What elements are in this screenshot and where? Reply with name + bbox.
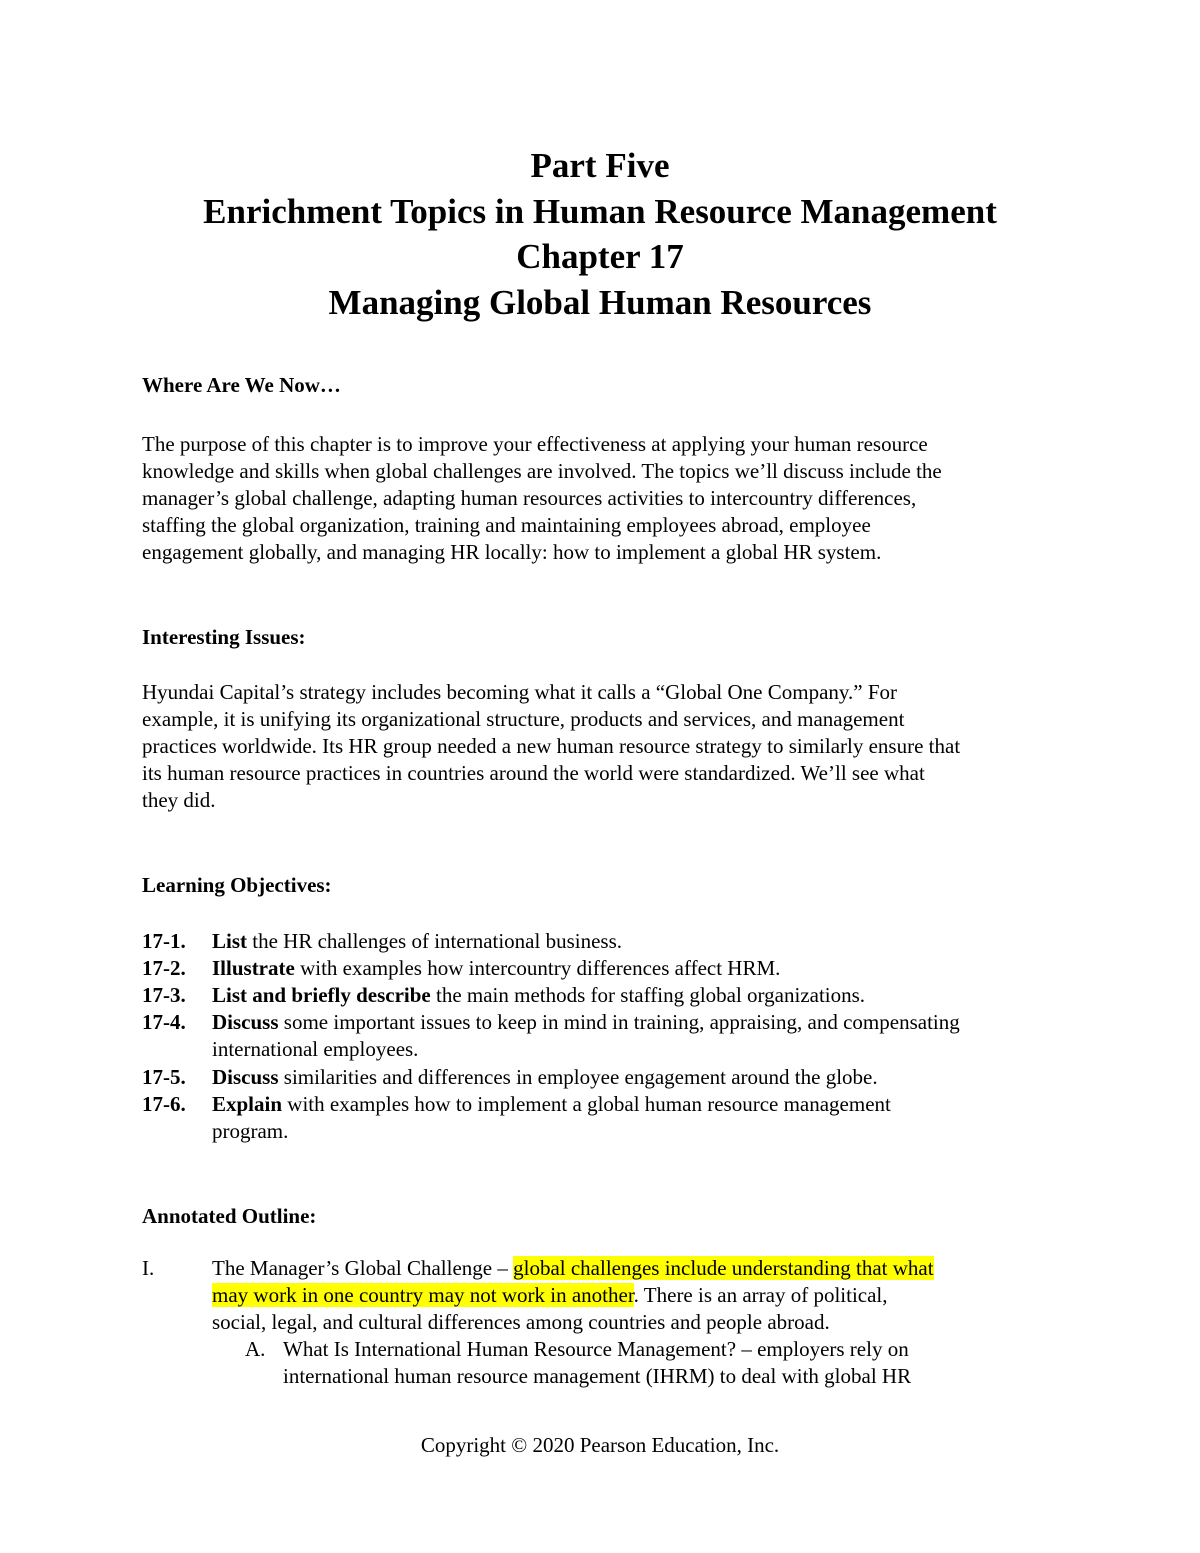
- outline-item-i-line-2: [212, 1282, 888, 1309]
- objective-verb: Discuss: [212, 1065, 279, 1089]
- chapter-title: Managing Global Human Resources: [328, 282, 872, 322]
- copyright-footer: Copyright © 2020 Pearson Education, Inc.: [420, 1433, 780, 1457]
- outline-item-a-line-2: international human resource management (IHRM) to deal with global HR: [283, 1364, 912, 1388]
- objective-verb: List: [212, 929, 248, 953]
- paragraph-line: manager’s global challenge, adapting human resources activities to intercountry differences,: [142, 486, 917, 510]
- title-block: [0, 143, 1200, 325]
- objective-verb: Illustrate: [212, 956, 295, 980]
- objective-continuation-text: program.: [212, 1119, 289, 1143]
- objective-text: [212, 982, 865, 1009]
- paragraph-line: example, it is unifying its organizational structure, products and services, and management: [142, 707, 905, 731]
- objective-rest: with examples how intercountry differences affect HRM.: [294, 956, 781, 980]
- learning-objectives-heading: Learning Objectives:: [142, 873, 332, 897]
- objective-verb: Discuss: [212, 1010, 279, 1034]
- objective-verb: Explain: [212, 1092, 283, 1116]
- outline-text: . There is an array of political,: [633, 1283, 888, 1307]
- objective-text: [212, 955, 780, 982]
- where-are-we-now-paragraph: [142, 431, 1072, 566]
- objective-number: 17-6.: [142, 1092, 186, 1116]
- outline-item-a-line-1: What Is International Human Resource Management? – employers rely on: [283, 1337, 909, 1361]
- interesting-issues-paragraph: [142, 679, 1072, 814]
- highlighted-text: may work in one country may not work in another: [212, 1283, 634, 1307]
- paragraph-line: they did.: [142, 788, 216, 812]
- objective-number: 17-1.: [142, 929, 186, 953]
- annotated-outline-heading: Annotated Outline:: [142, 1204, 317, 1228]
- part-subtitle: Enrichment Topics in Human Resource Management: [203, 191, 997, 231]
- paragraph-line: practices worldwide. Its HR group needed a new human resource strategy to similarly ensure that: [142, 734, 961, 758]
- objective-text: [212, 1091, 891, 1118]
- outline-item-i-line-3: social, legal, and cultural differences among countries and people abroad.: [212, 1310, 830, 1334]
- objective-text: [212, 928, 622, 955]
- objective-text: [212, 1064, 878, 1091]
- objective-verb: List and briefly describe: [212, 983, 431, 1007]
- objective-text: [212, 1009, 960, 1036]
- outline-item-i-line-1: [212, 1255, 934, 1282]
- objective-rest: similarities and differences in employee engagement around the globe.: [278, 1065, 878, 1089]
- paragraph-line: staffing the global organization, training and maintaining employees abroad, employee: [142, 513, 871, 537]
- paragraph-line: knowledge and skills when global challenges are involved. The topics we’ll discuss include the: [142, 459, 942, 483]
- paragraph-line: engagement globally, and managing HR locally: how to implement a global HR system.: [142, 540, 882, 564]
- where-are-we-now-heading: Where Are We Now…: [142, 373, 341, 397]
- paragraph-line: its human resource practices in countries around the world were standardized. We’ll see what: [142, 761, 925, 785]
- objective-number: 17-5.: [142, 1065, 186, 1089]
- objective-rest: the HR challenges of international business.: [247, 929, 623, 953]
- objective-number: 17-3.: [142, 983, 186, 1007]
- objective-rest: some important issues to keep in mind in training, appraising, and compensating: [278, 1010, 960, 1034]
- part-title: Part Five: [530, 146, 670, 185]
- objective-rest: with examples how to implement a global human resource management: [282, 1092, 891, 1116]
- highlighted-text: global challenges include understanding that what: [513, 1256, 934, 1280]
- objective-number: 17-4.: [142, 1010, 186, 1034]
- objective-rest: the main methods for staffing global organizations.: [430, 983, 866, 1007]
- outline-text: The Manager’s Global Challenge –: [212, 1256, 514, 1280]
- outline-marker-a: A.: [245, 1337, 266, 1361]
- outline-marker-i: I.: [142, 1256, 155, 1280]
- objective-number: 17-2.: [142, 956, 186, 980]
- paragraph-line: The purpose of this chapter is to improve your effectiveness at applying your human resource: [142, 432, 928, 456]
- interesting-issues-heading: Interesting Issues:: [142, 625, 306, 649]
- objective-continuation-text: international employees.: [212, 1037, 419, 1061]
- paragraph-line: Hyundai Capital’s strategy includes becoming what it calls a “Global One Company.” For: [142, 680, 898, 704]
- chapter-number: Chapter 17: [516, 237, 684, 276]
